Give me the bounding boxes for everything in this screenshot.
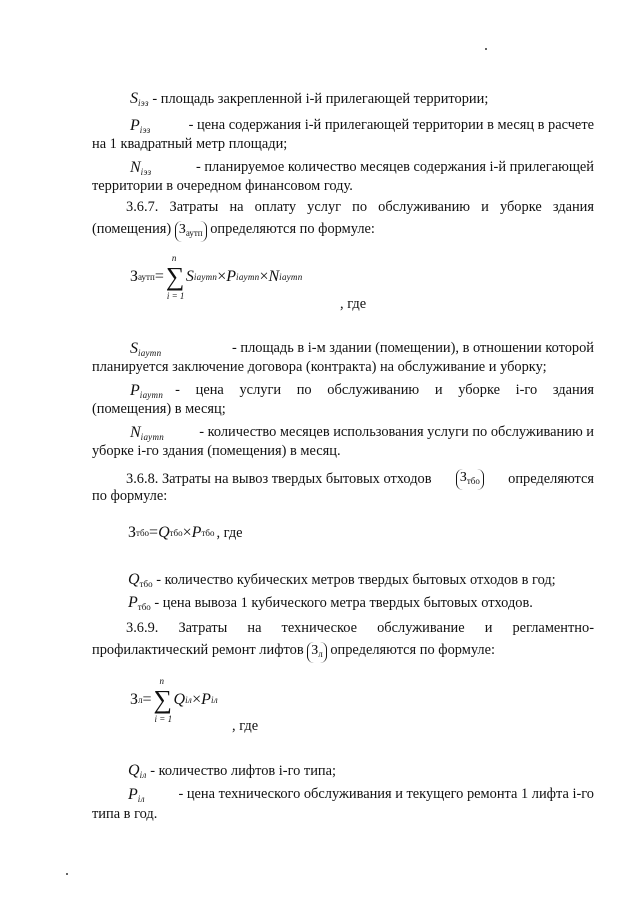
definition-q-il: $Q_{iл}$ - количество лифтов i-го типа; [128,762,336,780]
definition-n-iautp: $N_{iаутп}$ - количество месяцев использования услуги по обслуживанию и [130,424,594,442]
definition-p-iez: $P_{iэз}$ - цена содержания i-й прилегающей территории в месяц в расчете [130,117,594,135]
formula-z-tbo: З тбо = Q тбо × P тбо , где [128,524,243,541]
definition-p-il-cont: типа в год. [92,806,158,822]
definition-n-iez-cont: территории в очередном финансовом году. [92,178,353,194]
section-3-6-8-title: 3.6.8. Затраты на вывоз твердых бытовых отходов $З_{тбо}$ определяются [126,469,594,490]
sum-symbol: n ∑ i = 1 [165,253,185,301]
definition-p-iautp: $P_{iаутп}$ - цена услуги по обслуживанию и уборке i-го здания [130,382,594,400]
section-3-6-7-intro: (помещения) $З_{аутп}$ определяются по формуле: [92,221,594,242]
formula-where: , где [216,524,243,541]
symbol-z-l: $З_л$ [307,642,327,663]
section-3-6-9-title: 3.6.9. Затраты на техническое обслуживание и регламентно- [126,620,594,636]
sum-symbol: n ∑ i = 1 [153,676,173,724]
definition-q-tbo: $Q_{тбо}$ - количество кубических метров твердых бытовых отходов в год; [128,571,556,589]
definition-n-iautp-cont: уборке i-го здания (помещения) в месяц. [92,443,341,459]
definition-p-iez-cont: на 1 квадратный метр площади; [92,136,288,152]
definition-p-tbo: $P_{тбо}$ - цена вывоза 1 кубического метра твердых бытовых отходов. [128,594,533,612]
definition-p-iautp-cont: (помещения) в месяц; [92,401,226,417]
symbol-z-tbo: $З_{тбо}$ [456,469,484,490]
page-mark [66,873,68,875]
symbol-z-autp: $З_{аутп}$ [175,221,207,242]
definition-s-iautp-cont: планируется заключение договора (контракта) на обслуживание и уборку; [92,359,547,375]
definition-p-il: $P_{iл}$ - цена технического обслуживания и текущего ремонта 1 лифта i-го [128,786,594,804]
formula-z-l: З л = n ∑ i = 1 Q iл × P iл [130,676,218,724]
section-3-6-8-intro: по формуле: [92,488,168,504]
definition-n-iez: $N_{iэз}$ - планируемое количество месяцев содержания i-й прилегающей [130,159,594,177]
page-mark [485,48,487,50]
formula-where: , где [340,296,367,312]
definition-s-iez: $S_{iэз}$ - площадь закрепленной i-й прилегающей территории; [130,90,489,108]
formula-z-autp: З аутп = n ∑ i = 1 S iаутп × P iаутп × N iаутп [130,253,303,301]
formula-where: , где [232,718,259,734]
section-3-6-7-title: 3.6.7. Затраты на оплату услуг по обслуживанию и уборке здания [126,199,594,215]
definition-s-iautp: $S_{iаутп}$ - площадь в i-м здании (помещении), в отношении которой [130,340,594,358]
section-3-6-9-intro: профилактический ремонт лифтов $З_л$ определяются по формуле: [92,642,594,663]
